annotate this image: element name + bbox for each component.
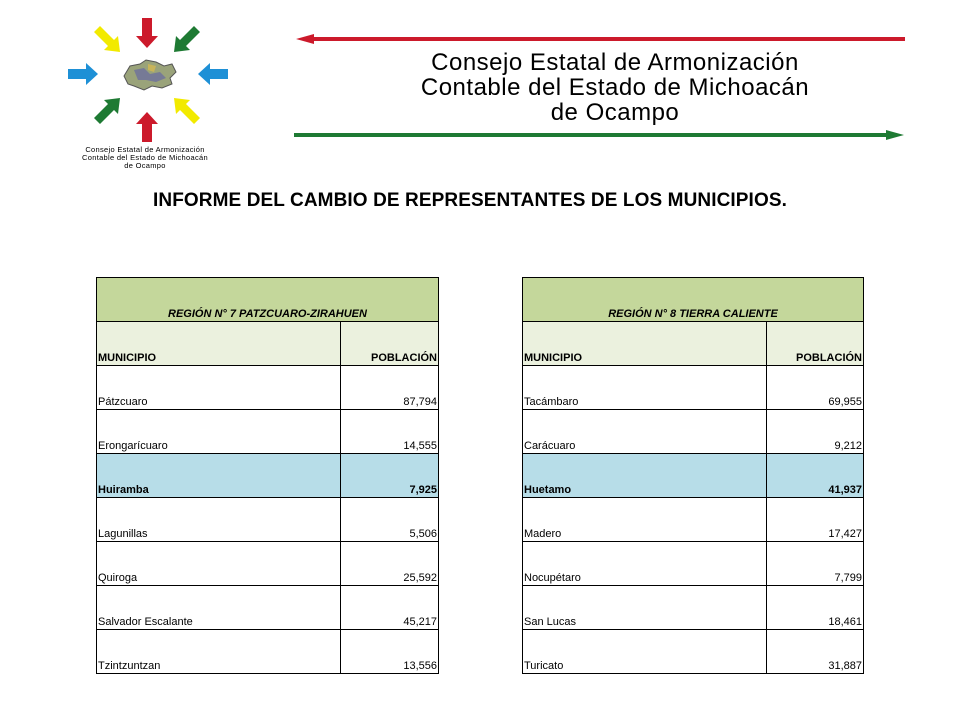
municipio-cell: Nocupétaro [523,542,767,586]
organization-name-line: Contable del Estado de Michoacán [420,74,810,101]
poblacion-cell: 87,794 [341,366,439,410]
poblacion-cell: 7,925 [341,454,439,498]
municipio-cell: Erongarícuaro [97,410,341,454]
region-7-table [96,277,439,674]
column-header-poblacion: POBLACIÓN [341,322,439,366]
municipio-cell: Tzintzuntzan [97,630,341,674]
region-title: REGIÓN N° 7 PATZCUARO-ZIRAHUEN [97,278,439,322]
organization-name-line: Consejo Estatal de Armonización [431,49,799,76]
municipio-cell: Huiramba [97,454,341,498]
poblacion-cell: 25,592 [341,542,439,586]
poblacion-cell: 18,461 [767,586,864,630]
table-row [523,630,864,674]
municipio-cell: Madero [523,498,767,542]
municipio-cell: Quiroga [97,542,341,586]
table-row [97,630,439,674]
logo-caption-line: Consejo Estatal de Armonización [85,145,205,154]
table-row [97,366,439,410]
council-logo [60,14,240,170]
poblacion-cell: 17,427 [767,498,864,542]
table-row [97,410,439,454]
poblacion-cell: 41,937 [767,454,864,498]
municipio-cell: Huetamo [523,454,767,498]
logo-caption [60,146,230,170]
table-row [97,498,439,542]
municipio-cell: Turicato [523,630,767,674]
report-title: INFORME DEL CAMBIO DE REPRESENTANTES DE LOS MUNICIPIOS. [153,190,787,211]
table-row [97,586,439,630]
organization-name-line: de Ocampo [550,99,680,126]
poblacion-cell: 31,887 [767,630,864,674]
table-row [523,542,864,586]
table-row [523,366,864,410]
municipio-cell: Salvador Escalante [97,586,341,630]
poblacion-cell: 69,955 [767,366,864,410]
poblacion-cell: 9,212 [767,410,864,454]
column-header-municipio: MUNICIPIO [523,322,767,366]
municipio-cell: Carácuaro [523,410,767,454]
municipio-cell: Tacámbaro [523,366,767,410]
council-sunburst-logo-icon [60,14,240,146]
region-8-table [522,277,864,674]
logo-caption-line: Contable del Estado de Michoacán [82,153,208,162]
region-title: REGIÓN N° 8 TIERRA CALIENTE [523,278,864,322]
table-row-highlighted [523,454,864,498]
poblacion-cell: 7,799 [767,542,864,586]
table-row [523,410,864,454]
column-header-poblacion: POBLACIÓN [767,322,864,366]
organization-name [360,50,870,125]
column-header-municipio: MUNICIPIO [97,322,341,366]
municipio-cell: Lagunillas [97,498,341,542]
table-row [523,586,864,630]
poblacion-cell: 45,217 [341,586,439,630]
table-row [523,498,864,542]
logo-caption-line: de Ocampo [124,161,166,170]
poblacion-cell: 14,555 [341,410,439,454]
poblacion-cell: 5,506 [341,498,439,542]
poblacion-cell: 13,556 [341,630,439,674]
municipio-cell: San Lucas [523,586,767,630]
table-row [97,542,439,586]
table-row-highlighted [97,454,439,498]
municipio-cell: Pátzcuaro [97,366,341,410]
